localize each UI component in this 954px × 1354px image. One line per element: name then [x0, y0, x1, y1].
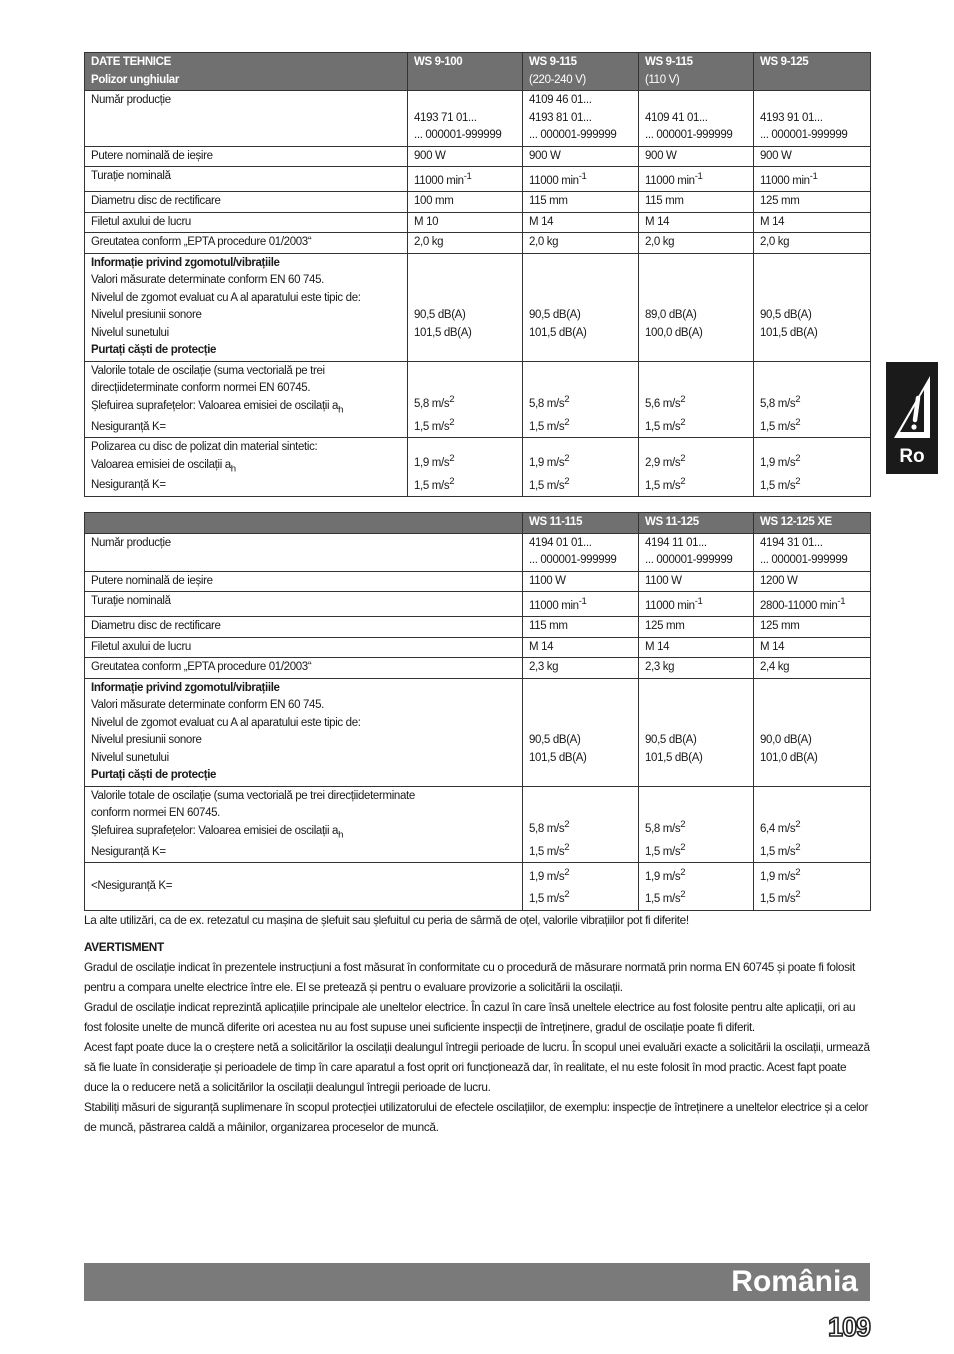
table-row — [85, 592, 871, 617]
model-name: WS 9-115 — [645, 56, 693, 68]
label-line: Valori măsurate determinate conform EN 60 745. — [91, 274, 324, 287]
cell: 125 mm — [754, 617, 871, 638]
unit-exponent: 2 — [680, 841, 686, 853]
unit-exponent: 2 — [449, 475, 455, 487]
unit-exponent: -1 — [578, 596, 587, 607]
cell — [408, 167, 523, 192]
label-line: Valoarea emisiei de oscilații a — [91, 458, 231, 471]
value: 90,5 dB(A) — [529, 734, 581, 747]
warning-triangle-icon — [890, 372, 934, 442]
value: 11000 min — [414, 174, 464, 187]
unit-exponent: 2 — [795, 889, 801, 901]
cell — [523, 786, 639, 862]
table-row — [85, 678, 871, 786]
value: 11000 min — [645, 174, 695, 187]
cell — [523, 863, 639, 911]
table-header-row — [85, 513, 871, 534]
cell: 2,0 kg — [639, 233, 754, 254]
value: 4194 31 01... — [760, 536, 823, 549]
unit-exponent: 2 — [680, 819, 686, 831]
cell: 900 W — [408, 146, 523, 167]
unit-exponent: -1 — [578, 171, 587, 182]
table-header-row — [85, 53, 871, 91]
table-row — [85, 637, 871, 658]
unit-exponent: 2 — [564, 475, 570, 487]
value: 4109 41 01... — [645, 111, 708, 124]
cell: 2,3 kg — [639, 658, 754, 679]
value: 11000 min — [529, 599, 579, 612]
label-line: Nivelul de zgomot evaluat cu A al aparatului este tipic de: — [91, 291, 361, 304]
unit-exponent: 2 — [564, 819, 570, 831]
cell — [639, 91, 754, 147]
unit-exponent: 2 — [795, 394, 801, 406]
cell — [523, 167, 639, 192]
tech-data-table-2 — [84, 512, 871, 911]
page-number: 109 — [827, 1312, 870, 1342]
row-label: Turație nominală — [85, 167, 408, 192]
cell: 115 mm — [639, 192, 754, 213]
warning-paragraph: Acest fapt poate duce la o creștere netă a solicitărilor la oscilații dealungul întregii perioade de lucru. În scopul unei evaluări exacte a solicitării la oscilații, urmează să fie luate în considerație și perioadele de timp în care aparatul a fost oprit ori funcționează dar, în realitate, el nu este folosit în mod practic. Acest fapt poate duce la o reducere netă a solicitărilor la oscilații dealungul întregii perioade de lucru. — [84, 1040, 870, 1094]
table-row — [85, 786, 871, 862]
cell: 1100 W — [523, 571, 639, 592]
cell — [408, 361, 523, 437]
value: 1,5 m/s — [529, 845, 565, 858]
value: 1,5 m/s — [414, 420, 450, 433]
value: 1,9 m/s — [760, 457, 796, 470]
cell: M 10 — [408, 212, 523, 233]
unit-exponent: 2 — [795, 867, 801, 879]
value: 101,5 dB(A) — [529, 751, 587, 764]
table-row — [85, 863, 871, 911]
model-header — [754, 53, 871, 91]
value: 5,8 m/s — [645, 823, 681, 836]
label-line: Nivelul de zgomot evaluat cu A al aparatului este tipic de: — [91, 716, 361, 729]
value: 1,5 m/s — [760, 845, 796, 858]
table-row — [85, 658, 871, 679]
cell — [754, 253, 871, 361]
model-name: WS 9-125 — [760, 56, 809, 68]
model-header — [639, 53, 754, 91]
value: 1,9 m/s — [760, 870, 796, 883]
table-row — [85, 253, 871, 361]
unit-exponent: 2 — [564, 416, 570, 428]
unit-exponent: 2 — [449, 453, 455, 465]
unit-exponent: 2 — [564, 867, 570, 879]
cell — [754, 786, 871, 862]
cell: M 14 — [754, 637, 871, 658]
model-header: WS 12-125 XE — [754, 513, 871, 534]
cell: M 14 — [639, 637, 754, 658]
row-label: Turație nominală — [85, 592, 523, 617]
cell — [754, 592, 871, 617]
value: 101,5 dB(A) — [760, 326, 818, 339]
cell — [639, 438, 754, 497]
footer-bar — [84, 1263, 870, 1301]
label-line: direcțiideterminate conform normei EN 60745. — [91, 382, 311, 395]
cell: 2,0 kg — [523, 233, 639, 254]
value: ... 000001-999999 — [529, 129, 617, 141]
unit-exponent: 2 — [680, 394, 686, 406]
unit-exponent: 2 — [795, 819, 801, 831]
table-row — [85, 91, 871, 147]
cell: 900 W — [523, 146, 639, 167]
label-line: Nivelul sunetului — [91, 751, 169, 764]
unit-exponent: 2 — [680, 889, 686, 901]
value: 2,9 m/s — [645, 457, 681, 470]
unit-exponent: 2 — [449, 394, 455, 406]
value: 89,0 dB(A) — [645, 309, 697, 322]
cell — [408, 91, 523, 147]
cell — [523, 91, 639, 147]
noise-heading: Informație privind zgomotul/vibrațiile — [91, 681, 280, 694]
value: 4109 46 01... — [529, 94, 592, 106]
table-row — [85, 617, 871, 638]
tech-data-table-1 — [84, 52, 871, 497]
model-header — [523, 53, 639, 91]
model-header: WS 11-125 — [639, 513, 754, 534]
row-label: Filetul axului de lucru — [85, 637, 523, 658]
value: 5,8 m/s — [529, 823, 565, 836]
table-row — [85, 192, 871, 213]
label-line: Nivelul sunetului — [91, 326, 169, 339]
label-line: Polizarea cu disc de polizat din material sintetic: — [91, 441, 318, 454]
model-header — [408, 53, 523, 91]
unit-exponent: 2 — [564, 394, 570, 406]
cell: 2,0 kg — [754, 233, 871, 254]
cell — [639, 786, 754, 862]
value: 1,9 m/s — [529, 870, 565, 883]
row-label — [85, 863, 523, 911]
value: 4194 11 01... — [645, 536, 707, 549]
value: 1,5 m/s — [645, 479, 681, 492]
subscript: h — [230, 462, 236, 474]
subscript: h — [338, 404, 344, 416]
cell: 900 W — [639, 146, 754, 167]
ear-protection-note: Purtați căști de protecție — [91, 344, 217, 357]
value: 1,5 m/s — [414, 479, 450, 492]
subscript: h — [338, 829, 344, 841]
row-label — [85, 253, 408, 361]
model-variant: (220-240 V) — [529, 73, 586, 86]
unit-exponent: -1 — [694, 596, 703, 607]
unit-exponent: 2 — [680, 867, 686, 879]
cell — [523, 253, 639, 361]
unit-exponent: 2 — [795, 453, 801, 465]
label-line: Nivelul presiunii sonore — [91, 734, 202, 747]
value: 1,5 m/s — [645, 845, 681, 858]
value: 1,5 m/s — [645, 420, 681, 433]
table-row — [85, 146, 871, 167]
value: 6,4 m/s — [760, 823, 796, 836]
value: 90,5 dB(A) — [529, 309, 581, 322]
unit-exponent: 2 — [680, 475, 686, 487]
cell — [754, 167, 871, 192]
unit-exponent: 2 — [795, 475, 801, 487]
model-name: WS 9-100 — [414, 56, 463, 68]
label-line: Valori măsurate determinate conform EN 60 745. — [91, 699, 324, 712]
usage-note: La alte utilizări, ca de ex. retezatul cu mașina de șlefuit sau șlefuitul cu peria de sârmă de oțel, valorile vibrațiilor pot fi diferite! — [84, 913, 689, 927]
cell — [754, 361, 871, 437]
noise-heading: Informație privind zgomotul/vibrațiile — [91, 256, 280, 269]
cell: 1100 W — [639, 571, 754, 592]
cell — [754, 678, 871, 786]
model-header: WS 11-115 — [523, 513, 639, 534]
warning-paragraph: Stabiliți măsuri de siguranță suplimenare în scopul protecției utilizatorului de efectele oscilațiilor, de exemplu: inspecție de întreținere a uneltelor electrice și a celor de muncă, păstrarea caldă a mâinilor, organizarea proceselor de muncă. — [84, 1100, 869, 1134]
value: 11000 min — [529, 174, 579, 187]
row-label: Număr producție — [85, 533, 523, 571]
language-side-tab — [886, 362, 938, 474]
table-row — [85, 233, 871, 254]
value: 101,0 dB(A) — [760, 751, 818, 764]
footer-language: România — [731, 1265, 858, 1298]
label-line: Nesiguranță K= — [91, 479, 166, 492]
value: 5,8 m/s — [414, 398, 450, 411]
value: ... 000001-999999 — [529, 554, 617, 566]
value: ... 000001-999999 — [414, 129, 502, 141]
label-line: Valorile totale de oscilație (suma vectorială pe trei — [91, 364, 325, 377]
cell — [639, 253, 754, 361]
language-code: Ro — [899, 446, 925, 467]
unit-exponent: 2 — [449, 416, 455, 428]
warning-paragraph: Gradul de oscilație indicat în prezentele instrucțiuni a fost măsurat în conformitate cu o procedură de măsurare normată prin norma EN 60745 și poate fi folosit pentru a compara unelte electrice între ele. El se pretează și pentru o evaluare provizorie a solicitării la oscilații. — [84, 960, 855, 994]
cell — [523, 592, 639, 617]
unit-exponent: -1 — [837, 596, 846, 607]
cell — [754, 863, 871, 911]
value: 90,5 dB(A) — [414, 309, 466, 322]
unit-exponent: -1 — [694, 171, 703, 182]
row-label: Greutatea conform „EPTA procedure 01/2003“ — [85, 658, 523, 679]
value: 90,0 dB(A) — [760, 734, 812, 747]
value: 101,5 dB(A) — [645, 751, 703, 764]
cell — [639, 592, 754, 617]
value: 2800-11000 min — [760, 599, 838, 612]
cell: 115 mm — [523, 192, 639, 213]
cell: 125 mm — [639, 617, 754, 638]
row-label — [85, 786, 523, 862]
table-title-cell — [85, 513, 523, 534]
value: 1,9 m/s — [414, 457, 450, 470]
cell: 125 mm — [754, 192, 871, 213]
table-title: DATE TEHNICE — [91, 56, 171, 68]
value: ... 000001-999999 — [760, 554, 848, 566]
value: 1,5 m/s — [529, 479, 565, 492]
table-row — [85, 533, 871, 571]
row-label — [85, 438, 408, 497]
cell: M 14 — [523, 212, 639, 233]
table-row — [85, 212, 871, 233]
table-row — [85, 438, 871, 497]
row-label: Diametru disc de rectificare — [85, 617, 523, 638]
value: 1,9 m/s — [645, 870, 681, 883]
cell — [639, 167, 754, 192]
row-label: Diametru disc de rectificare — [85, 192, 408, 213]
label-line: conform normei EN 60745. — [91, 807, 221, 820]
value: ... 000001-999999 — [645, 129, 733, 141]
cell — [523, 533, 639, 571]
warning-body — [84, 957, 870, 1137]
table-row — [85, 361, 871, 437]
cell: 115 mm — [523, 617, 639, 638]
value: ... 000001-999999 — [760, 129, 848, 141]
ear-protection-note: Purtați căști de protecție — [91, 769, 217, 782]
label-line: Nesiguranță K= — [91, 420, 166, 433]
value: 1,5 m/s — [760, 893, 796, 906]
cell — [639, 361, 754, 437]
cell — [754, 438, 871, 497]
warning-title: AVERTISMENT — [84, 940, 164, 954]
cell — [639, 533, 754, 571]
cell: 900 W — [754, 146, 871, 167]
value: 5,8 m/s — [529, 398, 565, 411]
row-label — [85, 678, 523, 786]
cell — [408, 253, 523, 361]
row-label — [85, 361, 408, 437]
model-name: WS 9-115 — [529, 56, 577, 68]
cell — [523, 438, 639, 497]
value: 101,5 dB(A) — [529, 326, 587, 339]
unit-exponent: 2 — [795, 416, 801, 428]
row-label: Putere nominală de ieșire — [85, 146, 408, 167]
cell: M 14 — [754, 212, 871, 233]
label-line: Valorile totale de oscilație (suma vectorială pe trei direcțiideterminate — [91, 789, 415, 802]
cell: M 14 — [523, 637, 639, 658]
cell — [639, 678, 754, 786]
cell: 1200 W — [754, 571, 871, 592]
cell: 2,0 kg — [408, 233, 523, 254]
value: 4193 91 01... — [760, 111, 823, 124]
unit-exponent: 2 — [680, 416, 686, 428]
model-variant: (110 V) — [645, 73, 680, 86]
label-line: Nesiguranță K= — [91, 845, 166, 858]
row-label: Număr producție — [85, 91, 408, 147]
table-subtitle: Polizor unghiular — [91, 73, 179, 86]
cell — [408, 438, 523, 497]
value: 90,5 dB(A) — [645, 734, 697, 747]
cell — [523, 678, 639, 786]
row-label: Greutatea conform „EPTA procedure 01/2003“ — [85, 233, 408, 254]
value: 5,6 m/s — [645, 398, 681, 411]
unit-exponent: -1 — [463, 171, 472, 182]
label-line: <Nesiguranță K= — [91, 879, 173, 892]
row-label: Putere nominală de ieșire — [85, 571, 523, 592]
cell: M 14 — [639, 212, 754, 233]
unit-exponent: 2 — [795, 841, 801, 853]
value: 1,5 m/s — [529, 893, 565, 906]
value: 5,8 m/s — [760, 398, 796, 411]
label-line: Șlefuirea suprafețelor: Valoarea emisiei de oscilații a — [91, 824, 339, 837]
unit-exponent: -1 — [809, 171, 818, 182]
label-line: Nivelul presiunii sonore — [91, 309, 202, 322]
value: 1,5 m/s — [760, 420, 796, 433]
row-label: Filetul axului de lucru — [85, 212, 408, 233]
value: 1,5 m/s — [529, 420, 565, 433]
warning-paragraph: Gradul de oscilație indicat reprezintă aplicațiile principale ale uneltelor electrice. În cazul în care însă uneltele electrice au fost folosite pentru alte aplicații, ori au fost folosite unelte de muncă diferite ori acestea nu au fost supuse unei suficiente inspecții de întreținere, gradul de oscilație poate fi diferit. — [84, 1000, 856, 1034]
table-title-cell — [85, 53, 408, 91]
unit-exponent: 2 — [564, 841, 570, 853]
value: 11000 min — [760, 174, 810, 187]
cell: 100 mm — [408, 192, 523, 213]
value: 1,5 m/s — [645, 893, 681, 906]
cell — [639, 863, 754, 911]
value: 4194 01 01... — [529, 536, 592, 549]
cell — [754, 533, 871, 571]
cell: 2,4 kg — [754, 658, 871, 679]
cell — [754, 91, 871, 147]
table-row — [85, 571, 871, 592]
label-line: Șlefuirea suprafețelor: Valoarea emisiei de oscilații a — [91, 399, 339, 412]
table-row — [85, 167, 871, 192]
value: 4193 71 01... — [414, 111, 477, 124]
unit-exponent: 2 — [680, 453, 686, 465]
value: 4193 81 01... — [529, 111, 592, 124]
unit-exponent: 2 — [564, 453, 570, 465]
value: 100,0 dB(A) — [645, 326, 703, 339]
cell — [523, 361, 639, 437]
cell: 2,3 kg — [523, 658, 639, 679]
value: ... 000001-999999 — [645, 554, 733, 566]
value: 90,5 dB(A) — [760, 309, 812, 322]
unit-exponent: 2 — [564, 889, 570, 901]
value: 101,5 dB(A) — [414, 326, 472, 339]
value: 11000 min — [645, 599, 695, 612]
value: 1,9 m/s — [529, 457, 565, 470]
value: 1,5 m/s — [760, 479, 796, 492]
